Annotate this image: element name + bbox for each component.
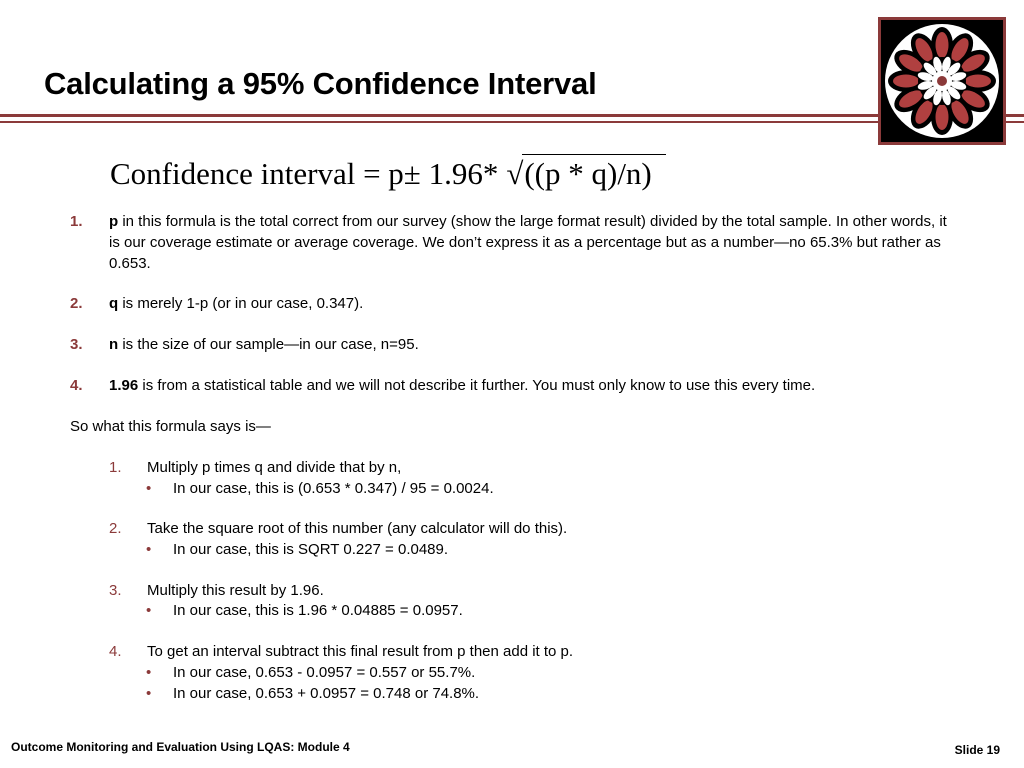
- definition-text: is merely 1-p (or in our case, 0.347).: [118, 295, 364, 312]
- step-text: Take the square root of this number (any calculator will do this).: [147, 520, 568, 537]
- formula-radicand: ((p * q)/n): [522, 154, 665, 192]
- definition-item: [70, 334, 960, 355]
- definition-term: 1.96: [109, 377, 139, 394]
- definition-item: [70, 375, 960, 396]
- logo-petal: [936, 104, 949, 130]
- bullet-dot: •: [146, 685, 152, 702]
- bullet-dot: •: [146, 602, 152, 619]
- step-number: 1.: [109, 459, 122, 476]
- step-bullet: [146, 662, 475, 683]
- step-text: Multiply this result by 1.96.: [147, 582, 324, 599]
- logo-petal: [965, 75, 991, 88]
- logo-petal: [893, 75, 919, 88]
- bullet-text: In our case, this is 1.96 * 0.04885 = 0.0957.: [173, 602, 463, 619]
- bullet-text: In our case, this is (0.653 * 0.347) / 95 = 0.0024.: [173, 480, 494, 497]
- logo-petal: [936, 32, 949, 58]
- definition-item: [70, 211, 960, 274]
- step-number: 2.: [109, 520, 122, 537]
- definition-number: 3.: [70, 336, 83, 353]
- title-rule-bottom: [0, 121, 1024, 123]
- bullet-dot: •: [146, 480, 152, 497]
- footer-module-title: Outcome Monitoring and Evaluation Using LQAS: Module 4: [11, 740, 350, 754]
- step-bullet: [146, 600, 463, 621]
- step-text: Multiply p times q and divide that by n,: [147, 459, 402, 476]
- slide-number: Slide 19: [954, 743, 1000, 757]
- slide-title: Calculating a 95% Confidence Interval: [44, 66, 597, 101]
- definition-term: q: [109, 295, 119, 312]
- definition-item: [70, 293, 960, 314]
- formula-lhs: Confidence interval = p± 1.96*: [110, 156, 499, 191]
- definition-term: n: [109, 336, 119, 353]
- step-text: To get an interval subtract this final result from p then add it to p.: [147, 643, 574, 660]
- step-item: [109, 580, 324, 601]
- definition-text: is from a statistical table and we will not describe it further. You must only know to use this every time.: [138, 377, 816, 394]
- bullet-dot: •: [146, 664, 152, 681]
- bullet-dot: •: [146, 541, 152, 558]
- definition-text: is the size of our sample—in our case, n=95.: [118, 336, 419, 353]
- definition-number: 1.: [70, 213, 83, 230]
- step-bullet: [146, 683, 479, 704]
- logo-graphic: [881, 20, 1003, 142]
- bullet-text: In our case, 0.653 + 0.0957 = 0.748 or 74.8%.: [173, 685, 480, 702]
- step-item: [109, 457, 401, 478]
- step-number: 3.: [109, 582, 122, 599]
- step-bullet: [146, 539, 448, 560]
- step-bullet: [146, 478, 494, 499]
- bullet-text: In our case, this is SQRT 0.227 = 0.0489.: [173, 541, 449, 558]
- title-rule-top: [0, 114, 1024, 117]
- flower-rosette-logo: [878, 17, 1006, 145]
- bullet-text: In our case, 0.653 - 0.0957 = 0.557 or 55.7%.: [173, 664, 476, 681]
- confidence-interval-formula: [110, 148, 666, 192]
- definition-number: 2.: [70, 295, 83, 312]
- definition-text: in this formula is the total correct from our survey (show the large format result) divided by the total sample. In other words, it is our coverage estimate or average coverage. We don’t express it as a percentage but as a number—no 65.3% but rather as 0.653.: [109, 213, 947, 272]
- definition-number: 4.: [70, 377, 83, 394]
- step-item: [109, 518, 567, 539]
- definition-term: p: [109, 213, 119, 230]
- intro-text: So what this formula says is—: [70, 418, 271, 435]
- step-item: [109, 641, 573, 662]
- step-number: 4.: [109, 643, 122, 660]
- square-root-sign: √: [506, 156, 524, 191]
